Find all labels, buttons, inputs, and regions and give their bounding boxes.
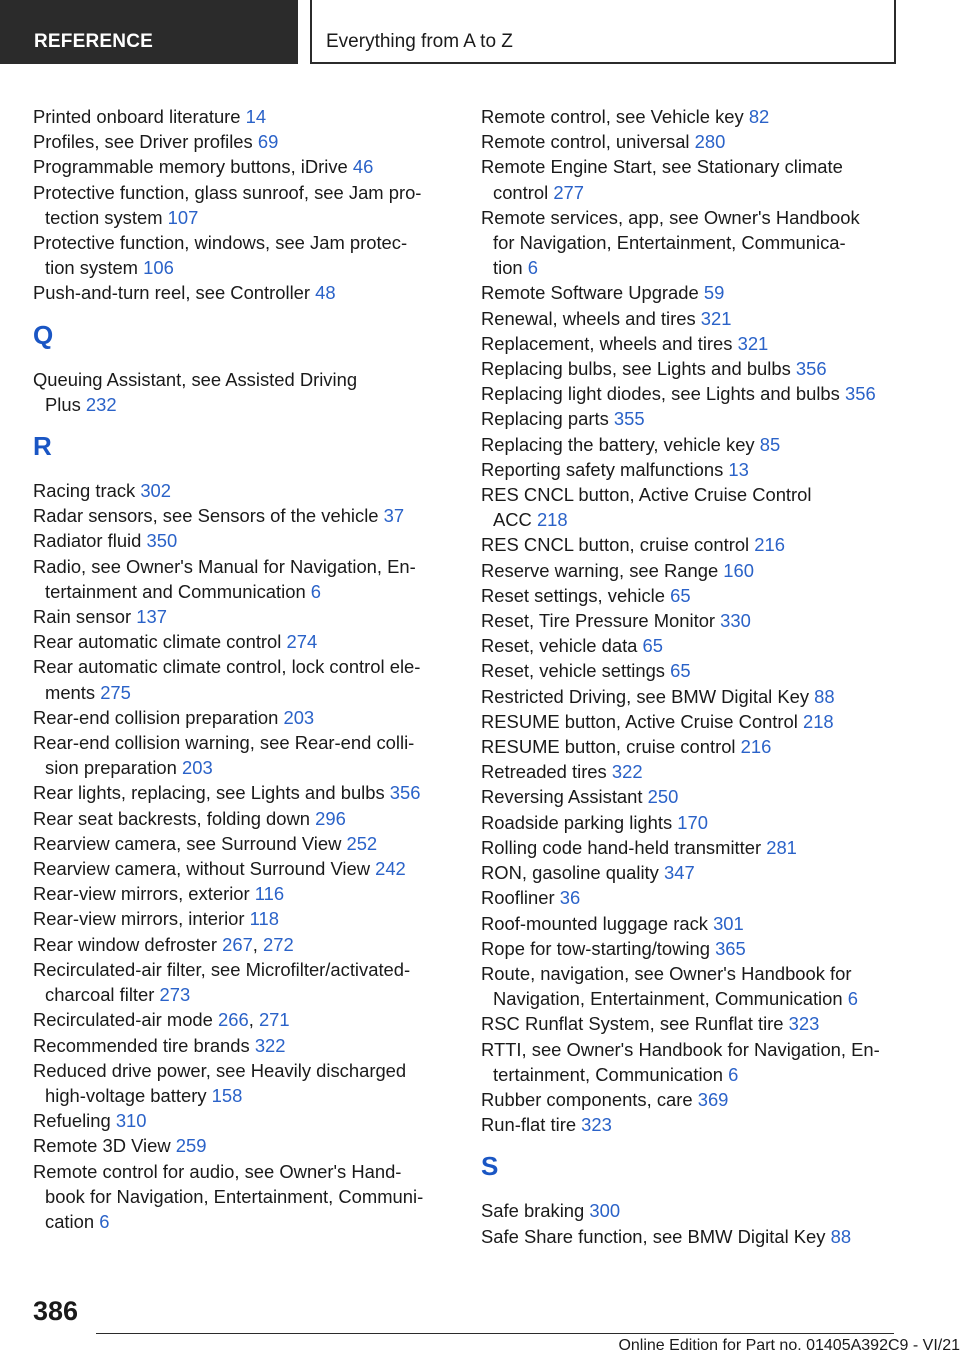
entry-text: Plus <box>45 393 86 415</box>
page-reference-link[interactable]: 274 <box>286 631 318 653</box>
page-reference-link[interactable]: 106 <box>143 257 174 279</box>
entry-text: Radio, see Owner's Manual for Navigation, En- <box>33 555 416 577</box>
entry-text: Remote control for audio, see Owner's Hand- <box>33 1160 402 1182</box>
page-header <box>0 0 960 66</box>
entry-text: Restricted Driving, see BMW Digital Key <box>481 685 815 707</box>
index-entry <box>481 432 921 457</box>
entry-text: Rearview camera, without Surround View <box>33 858 376 880</box>
index-entry <box>481 1112 921 1137</box>
page-reference-link[interactable]: 350 <box>146 530 178 552</box>
index-entry <box>33 478 453 503</box>
index-entry <box>481 1198 921 1223</box>
page-reference-link[interactable]: 272 <box>263 933 294 955</box>
index-entry <box>33 230 453 280</box>
entry-text: Rear window defroster <box>33 933 223 955</box>
entry-text: charcoal filter <box>45 984 160 1006</box>
entry-text: Remote Software Upgrade <box>481 282 704 304</box>
page-reference-link[interactable]: 216 <box>740 736 772 758</box>
entry-text: Safe Share function, see BMW Digital Key <box>481 1225 831 1247</box>
index-entry <box>481 482 921 532</box>
index-entry <box>481 331 921 356</box>
entry-text: Route, navigation, see Owner's Handbook for <box>481 962 852 984</box>
entry-text: sion preparation <box>45 757 182 779</box>
entry-text: Recirculated-air mode <box>33 1009 219 1031</box>
entry-text: Rope for tow-starting/towing <box>481 937 716 959</box>
entry-text: Recommended tire brands <box>33 1034 255 1056</box>
entry-text: Renewal, wheels and tires <box>481 307 701 329</box>
index-entry <box>33 654 453 704</box>
index-entry <box>481 306 921 331</box>
index-entry <box>33 1033 453 1058</box>
entry-text: Rear‐view mirrors, interior <box>33 908 250 930</box>
entry-text: Reduced drive power, see Heavily discharged <box>33 1059 407 1081</box>
entry-text: Reporting safety malfunctions <box>481 458 729 480</box>
entry-text: Replacing bulbs, see Lights and bulbs <box>481 358 796 380</box>
entry-text: ACC <box>493 509 537 531</box>
index-letter-heading: R <box>33 431 52 462</box>
entry-text: Recirculated-air filter, see Microfilter/activated- <box>33 958 411 980</box>
entry-text: Replacing parts <box>481 408 614 430</box>
page-reference-link[interactable]: 14 <box>245 106 267 127</box>
page-reference-link[interactable]: 88 <box>830 1225 852 1247</box>
index-entry <box>481 583 921 608</box>
section-tab: REFERENCE <box>0 0 298 64</box>
page-reference-link[interactable]: 65 <box>670 660 691 682</box>
entry-text: Navigation, Entertainment, Communication <box>493 988 848 1010</box>
index-entry <box>481 784 921 809</box>
page-reference-link[interactable]: 6 <box>310 580 322 602</box>
entry-text: Protective function, glass sunroof, see Jam pro- <box>33 181 422 203</box>
page-reference-link[interactable]: 277 <box>553 181 584 203</box>
page-reference-link[interactable]: 347 <box>663 862 695 884</box>
page-reference-link[interactable]: 59 <box>703 282 725 304</box>
index-entry <box>33 831 453 856</box>
entry-text: Rear automatic climate control <box>33 631 287 653</box>
index-column-right <box>481 104 921 1249</box>
page-reference-link[interactable]: 116 <box>254 883 285 905</box>
page-reference-link[interactable]: 48 <box>315 282 336 304</box>
index-entry <box>33 730 453 780</box>
index-entry <box>481 154 921 204</box>
entry-text: RON, gasoline quality <box>481 862 664 884</box>
page-reference-link[interactable]: 250 <box>647 786 679 808</box>
index-entry <box>33 1007 453 1032</box>
index-entry <box>481 911 921 936</box>
entry-text: Refueling <box>33 1110 116 1132</box>
entry-text: Rolling code hand-held transmitter <box>481 836 767 858</box>
page-title: Everything from A to Z <box>310 0 896 64</box>
index-entry <box>481 205 921 281</box>
page-reference-link[interactable]: 369 <box>697 1088 729 1110</box>
entry-text: RES CNCL button, cruise control <box>481 534 755 556</box>
entry-text: tertainment, Communication <box>493 1063 729 1085</box>
index-entry <box>481 129 921 154</box>
index-letter-heading: Q <box>33 319 54 350</box>
page-reference-link[interactable]: 323 <box>788 1013 820 1035</box>
index-entry <box>33 629 453 654</box>
index-entry <box>481 885 921 910</box>
entry-text: for Navigation, Entertainment, Communica- <box>493 232 846 254</box>
page-reference-link[interactable]: 321 <box>700 307 732 329</box>
page-reference-link[interactable]: 302 <box>140 480 172 502</box>
index-entry <box>481 684 921 709</box>
entry-text: Replacement, wheels and tires <box>481 332 738 354</box>
index-entry <box>481 936 921 961</box>
page-reference-link[interactable]: 158 <box>211 1084 243 1106</box>
page-reference-link[interactable]: 82 <box>748 106 770 127</box>
entry-text: tion <box>493 257 528 279</box>
index-entry <box>33 1159 453 1235</box>
entry-text: Run-flat tire <box>481 1114 582 1136</box>
entry-text: Protective function, windows, see Jam protec- <box>33 232 408 254</box>
page-reference-link[interactable]: 216 <box>754 534 785 556</box>
page-reference-link[interactable]: 330 <box>720 610 751 632</box>
page-reference-link[interactable]: 321 <box>737 332 769 354</box>
page-reference-link[interactable]: 65 <box>670 584 691 606</box>
entry-text: Rain sensor <box>33 606 137 628</box>
entry-text: Rear‐end collision preparation <box>33 706 284 728</box>
entry-text: Replacing the battery, vehicle key <box>481 433 760 455</box>
index-entry <box>481 709 921 734</box>
entry-text: cation <box>45 1210 100 1232</box>
page-reference-link[interactable]: 267 <box>222 933 253 955</box>
entry-text: Reset, vehicle settings <box>481 660 671 682</box>
index-entry <box>481 608 921 633</box>
entry-text: Rear lights, replacing, see Lights and bulbs <box>33 782 390 804</box>
index-entry <box>481 558 921 583</box>
edition-note: Online Edition for Part no. 01405A392C9 - VI/21 <box>618 1337 960 1354</box>
index-column-left <box>33 104 453 1234</box>
entry-text: Reset, Tire Pressure Monitor <box>481 610 721 632</box>
entry-text: Rear‐view mirrors, exterior <box>33 883 255 905</box>
index-entry <box>33 554 453 604</box>
page-reference-link[interactable]: 13 <box>728 458 749 480</box>
index-entry <box>481 104 921 129</box>
entry-text: Remote control, universal <box>481 131 695 153</box>
index-entry <box>481 1224 921 1249</box>
index-entry <box>481 633 921 658</box>
index-entry <box>33 856 453 881</box>
entry-text: RSC Runflat System, see Runflat tire <box>481 1013 789 1035</box>
index-entry <box>481 406 921 431</box>
page-reference-link[interactable]: 218 <box>802 710 834 732</box>
page-reference-link[interactable]: 36 <box>559 887 581 909</box>
entry-text: RESUME button, Active Cruise Control <box>481 710 803 732</box>
page-reference-link[interactable]: 365 <box>715 937 746 959</box>
index-entry <box>481 1011 921 1036</box>
index-entry <box>481 532 921 557</box>
index-entry <box>481 759 921 784</box>
index-entry <box>33 104 453 129</box>
page-reference-link[interactable]: 300 <box>589 1200 621 1222</box>
page-reference-link[interactable]: 280 <box>694 131 726 153</box>
entry-text: Roof-mounted luggage rack <box>481 912 714 934</box>
entry-text: Profiles, see Driver profiles <box>33 131 258 153</box>
entry-text: high-voltage battery <box>45 1084 212 1106</box>
index-entry <box>481 280 921 305</box>
entry-text: ments <box>45 681 101 703</box>
index-letter-heading: S <box>481 1151 499 1182</box>
page-reference-link[interactable]: 118 <box>249 908 279 930</box>
entry-text: Remote Engine Start, see Stationary climate <box>481 156 843 178</box>
index-entry <box>33 957 453 1007</box>
entry-text: RES CNCL button, Active Cruise Control <box>481 484 812 506</box>
entry-text: tection system <box>45 206 168 228</box>
page-reference-link[interactable]: 323 <box>581 1114 612 1136</box>
page-reference-link[interactable]: 170 <box>677 811 708 833</box>
index-entry <box>481 961 921 1011</box>
entry-text: RESUME button, cruise control <box>481 736 741 758</box>
page-reference-link[interactable]: 356 <box>795 358 827 380</box>
page-reference-link[interactable]: 242 <box>375 858 406 880</box>
entry-text: Replacing light diodes, see Lights and bulbs <box>481 383 845 405</box>
page-reference-link[interactable]: 160 <box>723 559 754 581</box>
page-reference-link[interactable]: 218 <box>536 509 568 531</box>
index-entry <box>481 658 921 683</box>
index-entry <box>33 932 453 957</box>
entry-text: Radiator fluid <box>33 530 147 552</box>
page-reference-link[interactable]: 296 <box>315 807 346 829</box>
entry-text: Remote 3D View <box>33 1135 176 1157</box>
entry-text: Queuing Assistant, see Assisted Driving <box>33 368 358 390</box>
entry-text: Safe braking <box>481 1200 590 1222</box>
entry-text: Remote control, see Vehicle key <box>481 106 749 127</box>
page-reference-link[interactable]: 356 <box>844 383 876 405</box>
index-entry <box>33 780 453 805</box>
page-reference-link[interactable]: 203 <box>182 757 213 779</box>
index-entry <box>481 381 921 406</box>
entry-text: book for Navigation, Entertainment, Communi- <box>45 1185 424 1207</box>
index-entry <box>481 835 921 860</box>
page-reference-link[interactable]: 203 <box>283 706 315 728</box>
index-entry <box>481 1087 921 1112</box>
page-reference-link[interactable]: 6 <box>527 257 538 279</box>
index-entry <box>33 1058 453 1108</box>
entry-text: Rear‐end collision warning, see Rear‐end colli- <box>33 732 415 754</box>
index-entry <box>481 860 921 885</box>
entry-text: Roadside parking lights <box>481 811 678 833</box>
entry-text: Rearview camera, see Surround View <box>33 832 347 854</box>
page-reference-link[interactable]: 69 <box>257 131 279 153</box>
index-entry <box>481 356 921 381</box>
page-reference-link[interactable]: 310 <box>115 1110 147 1132</box>
index-entry <box>481 734 921 759</box>
index-entry <box>33 1133 453 1158</box>
page-reference-link[interactable]: 232 <box>85 393 117 415</box>
index-entry <box>481 457 921 482</box>
index-entry <box>33 129 453 154</box>
page-reference-link[interactable]: 281 <box>766 836 797 858</box>
page-reference-link[interactable]: 107 <box>167 206 199 228</box>
index-entry <box>481 810 921 835</box>
page-reference-link[interactable]: 322 <box>611 761 643 783</box>
page-reference-link[interactable]: 137 <box>136 606 167 628</box>
entry-text: RTTI, see Owner's Handbook for Navigation, En- <box>481 1038 880 1060</box>
entry-text: Radar sensors, see Sensors of the vehicle <box>33 505 384 527</box>
page-reference-link[interactable]: 259 <box>175 1135 207 1157</box>
entry-text: Roofliner <box>481 887 560 909</box>
page-reference-link[interactable]: 85 <box>759 433 781 455</box>
entry-text: Push-and-turn reel, see Controller <box>33 282 316 304</box>
entry-text: tertainment and Communication <box>45 580 311 602</box>
page-reference-link[interactable]: 273 <box>159 984 191 1006</box>
index-entry <box>33 705 453 730</box>
index-entry <box>481 1037 921 1087</box>
page-reference-link[interactable]: 252 <box>346 832 378 854</box>
entry-text: Reset, vehicle data <box>481 635 643 657</box>
index-entry <box>33 503 453 528</box>
index-entry <box>33 881 453 906</box>
page-reference-link[interactable]: 46 <box>352 156 374 178</box>
page-number: 386 <box>33 1296 79 1326</box>
entry-text: Rubber components, care <box>481 1088 698 1110</box>
entry-text: Reserve warning, see Range <box>481 559 724 581</box>
page-reference-link[interactable]: 6 <box>99 1210 110 1232</box>
index-entry <box>33 528 453 553</box>
page-reference-link[interactable]: 355 <box>613 408 645 430</box>
entry-text: Printed onboard literature <box>33 106 246 127</box>
page-separator: , <box>252 933 264 955</box>
entry-text: Remote services, app, see Owner's Handbook <box>481 206 860 228</box>
index-entry <box>33 367 453 417</box>
page-reference-link[interactable]: 65 <box>642 635 663 657</box>
index-entry <box>33 906 453 931</box>
index-entry <box>33 604 453 629</box>
page-reference-link[interactable]: 322 <box>254 1034 286 1056</box>
page-reference-link[interactable]: 275 <box>100 681 131 703</box>
entry-text: Racing track <box>33 480 141 502</box>
entry-text: tion system <box>45 257 144 279</box>
page-reference-link[interactable]: 266 <box>218 1009 249 1031</box>
entry-text: Reversing Assistant <box>481 786 648 808</box>
entry-text: Programmable memory buttons, iDrive <box>33 156 353 178</box>
index-entry <box>33 1108 453 1133</box>
page-separator: , <box>248 1009 259 1031</box>
page-reference-link[interactable]: 356 <box>389 782 421 804</box>
page-reference-link[interactable]: 301 <box>713 912 744 934</box>
footer-divider <box>96 1333 894 1334</box>
page-reference-link[interactable]: 6 <box>728 1063 739 1085</box>
page-reference-link[interactable]: 37 <box>383 505 405 527</box>
entry-text: Reset settings, vehicle <box>481 584 671 606</box>
entry-text: Rear seat backrests, folding down <box>33 807 316 829</box>
page-reference-link[interactable]: 271 <box>258 1009 290 1031</box>
index-entry <box>33 154 453 179</box>
page-reference-link[interactable]: 6 <box>847 988 858 1010</box>
index-entry <box>33 806 453 831</box>
entry-text: Rear automatic climate control, lock control ele- <box>33 656 421 678</box>
entry-text: control <box>493 181 554 203</box>
entry-text: Retreaded tires <box>481 761 612 783</box>
index-entry <box>33 180 453 230</box>
index-entry <box>33 280 453 305</box>
page-reference-link[interactable]: 88 <box>814 685 835 707</box>
